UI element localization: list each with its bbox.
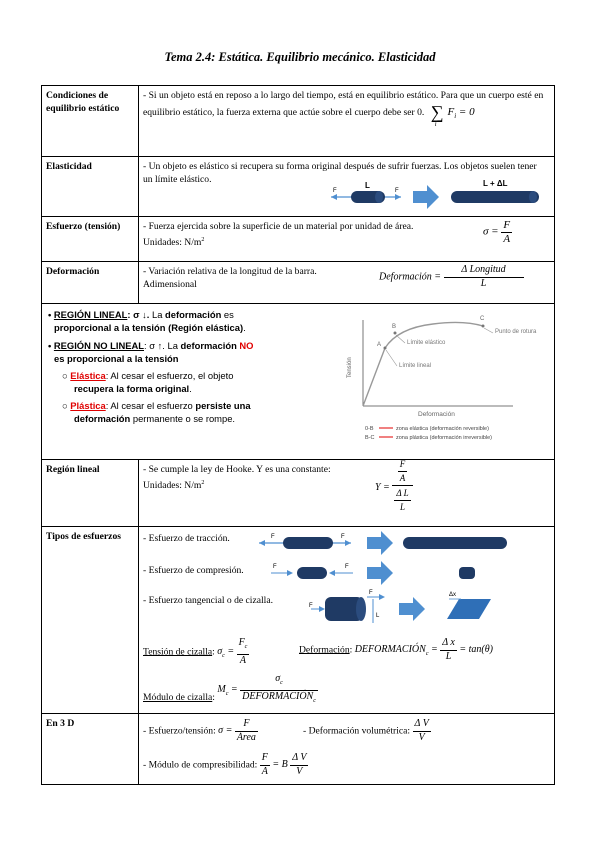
formula-den: L — [399, 501, 405, 512]
length-label: L — [365, 181, 370, 190]
force-label: F — [341, 534, 345, 540]
row-text: - Fuerza ejercida sobre la superficie de un material por unidad de área. — [143, 221, 414, 232]
table-row — [42, 86, 555, 157]
formula-den: A — [399, 472, 406, 483]
force-right-label: F — [395, 188, 399, 194]
list-item-cont: deformación permanente o se rompe. — [74, 413, 236, 424]
row-label: En 3 D — [42, 714, 139, 785]
list-item: • REGIÓN NO LINEAL: σ ↑. La deformación NO — [48, 340, 254, 351]
limite-lineal-label: Límite lineal — [399, 363, 432, 369]
row-text: - Un objeto es elástico si recupera su forma original después de sufrir fuerzas. Los objetos suelen tener un límite elástico. — [143, 161, 537, 185]
list-item: ○ Plástica: Al cesar el esfuerzo persiste una — [62, 400, 251, 411]
row-label: Región lineal — [42, 460, 139, 527]
cizalla-diagram — [303, 589, 543, 629]
punto-rotura-label: Punto de rotura — [495, 329, 537, 335]
row-content — [139, 460, 555, 527]
deform-label: Deformación — [299, 644, 350, 656]
cylinder — [283, 537, 333, 549]
cylinder-long — [451, 191, 539, 203]
sheared-block — [447, 599, 491, 619]
label-c: C — [480, 316, 485, 322]
formula-num: Δ L — [394, 487, 410, 501]
transform-arrow — [413, 185, 439, 209]
legend-bc-text: zona plástica (deformación irreversible) — [396, 435, 492, 441]
stress-formula — [483, 219, 512, 245]
formula-lhs: Deformación = — [379, 271, 442, 283]
formula-lhs: Y = — [375, 481, 390, 493]
row-text: - Se cumple la ley de Hooke. Y es una constante: — [143, 464, 331, 475]
row-content — [139, 157, 555, 217]
sum-rhs: = 0 — [458, 105, 475, 118]
compresion-text: - Esfuerzo de compresión. — [143, 565, 244, 576]
content-table — [41, 85, 555, 785]
table-row — [42, 304, 555, 460]
sum-symbol: ∑ — [430, 101, 444, 122]
legend-0b: 0-B — [365, 426, 374, 432]
force-label: F — [369, 590, 373, 596]
young-formula — [375, 458, 413, 513]
cylinder-stretched — [403, 537, 507, 549]
table-row — [42, 714, 555, 785]
stress-strain-graph — [333, 308, 553, 455]
force-arrow-right — [345, 540, 351, 546]
force-arrow — [379, 594, 385, 600]
length-stretched-label: L + ΔL — [483, 179, 508, 188]
formula-den: A — [503, 232, 511, 245]
page-title: Tema 2.4: Estática. Equilibrio mecánico. Elasticidad — [164, 50, 436, 64]
formula-den: L — [480, 277, 487, 289]
point-a — [384, 347, 387, 350]
modulo-compresibilidad: - Módulo de compresibilidad: $\frac{F}{A}$ = B $\frac{\text{Δ V}}{V}$ — [143, 752, 307, 777]
deformacion-cizalla: Deformación: $DEFORMACIÓN_c$ = $\frac{\text{Δ x}}{L}$ = tan(θ) — [299, 637, 493, 662]
list-item-cont: recupera la forma original. — [74, 383, 192, 394]
sum-expr: F — [447, 105, 455, 118]
force-arrow — [329, 570, 335, 576]
list-item: • REGIÓN LINEAL: σ ↓. La deformación es — [48, 309, 234, 320]
list-item-cont: proporcional a la tensión (Región elástica). — [54, 322, 246, 333]
pointer-line — [386, 350, 397, 366]
esfuerzo-3d: - Esfuerzo/tensión: σ = $\frac{F}{\text{Área}}$ — [143, 718, 256, 743]
transform-arrow — [367, 531, 393, 555]
label-b: B — [392, 324, 397, 330]
formula-num: F — [503, 219, 511, 231]
transform-arrow — [399, 597, 425, 621]
compresion-diagram — [263, 561, 483, 585]
y-axis-label: Tensión — [347, 357, 353, 378]
cylinder-end — [375, 191, 383, 203]
legend-0b-text: zona elástica (deformación reversible) — [396, 426, 489, 432]
row-label: Elasticidad — [42, 157, 139, 217]
units-text: Unidades: $N/m^2$ — [143, 479, 205, 491]
regions-cell — [42, 304, 555, 460]
list-item-cont: es proporcional a la tensión — [54, 353, 179, 364]
row-content — [139, 262, 555, 304]
tension-cizalla: Tensión de cizalla: $\sigma_c$ = $\frac{F_c}{A}$ — [143, 637, 248, 666]
pointer-line — [396, 335, 405, 343]
row-content — [139, 527, 555, 714]
legend-bc: B-C — [365, 435, 375, 441]
cylinder — [297, 567, 327, 579]
tension-label: Tensión de cizalla — [143, 646, 213, 658]
x-axis-label: Deformación — [418, 411, 455, 418]
units-text: Unidades: $N/m^2$ — [143, 236, 205, 248]
point-c — [482, 325, 485, 328]
block-end — [356, 597, 366, 621]
row-label: Condiciones de equilibrio estático — [42, 86, 139, 157]
pointer-line — [484, 328, 493, 333]
point-b — [394, 332, 397, 335]
limite-elastico-label: Límite elástico — [407, 340, 446, 346]
force-label: F — [273, 564, 277, 570]
list-item: ○ Elástica: Al cesar el esfuerzo, el objeto — [62, 370, 234, 381]
table-row — [42, 460, 555, 527]
label-a: A — [377, 342, 382, 348]
cylinder-compressed — [459, 567, 475, 579]
row-label: Esfuerzo (tensión) — [42, 217, 139, 262]
sum-formula — [430, 101, 475, 128]
row-label: Deformación — [42, 262, 139, 304]
force-arrow-left — [259, 540, 265, 546]
transform-arrow — [367, 561, 393, 585]
row-label: Tipos de esfuerzos — [42, 527, 139, 714]
force-arrow — [287, 570, 293, 576]
table-row — [42, 262, 555, 304]
strain-formula — [379, 264, 524, 290]
traccion-diagram — [255, 531, 535, 555]
modulo-label: Módulo de cizalla — [143, 692, 213, 704]
row-text: - Si un objeto está en reposo a lo largo del tiempo, está en equilibrio estático. Para que un cuerpo esté en equilibrio estático, la fuerza externa que actúe sobre el cuerpo debe ser 0. — [143, 90, 544, 118]
row-subtext: Adimensional — [143, 278, 197, 290]
force-arrow-right — [395, 194, 401, 200]
row-content — [139, 86, 555, 157]
row-content — [139, 217, 555, 262]
row-text: - Variación relativa de la longitud de la barra. — [143, 266, 317, 277]
length-label: L — [376, 613, 380, 619]
tangencial-text: - Esfuerzo tangencial o de cizalla. — [143, 595, 273, 606]
force-left-label: F — [333, 188, 337, 194]
elasticity-diagram — [323, 177, 553, 211]
formula-num: Δ Longitud — [444, 264, 524, 278]
modulo-cizalla: Módulo de cizalla: $M_c$ = $\frac{\sigma_c}{DEFORMACIÓN_c}$ — [143, 673, 316, 704]
row-content — [139, 714, 555, 785]
deformacion-volumetrica: - Deformación volumétrica: $\frac{\text{Δ V}}{V}$ — [303, 718, 429, 743]
formula-lhs: σ = — [483, 225, 499, 238]
sum-expr-sub: i — [454, 111, 457, 120]
force-arrow — [319, 606, 325, 612]
table-row — [42, 157, 555, 217]
force-arrow-left — [331, 194, 337, 200]
dx-label: Δx — [449, 592, 457, 598]
force-label: F — [309, 603, 313, 609]
force-label: F — [345, 564, 349, 570]
cylinder-end — [529, 191, 537, 203]
traccion-text: - Esfuerzo de tracción. — [143, 533, 230, 544]
table-row — [42, 217, 555, 262]
formula-num: F — [398, 458, 408, 472]
force-label: F — [271, 534, 275, 540]
sum-sub: i — [434, 119, 437, 128]
table-row — [42, 527, 555, 714]
regions-text — [48, 308, 316, 425]
